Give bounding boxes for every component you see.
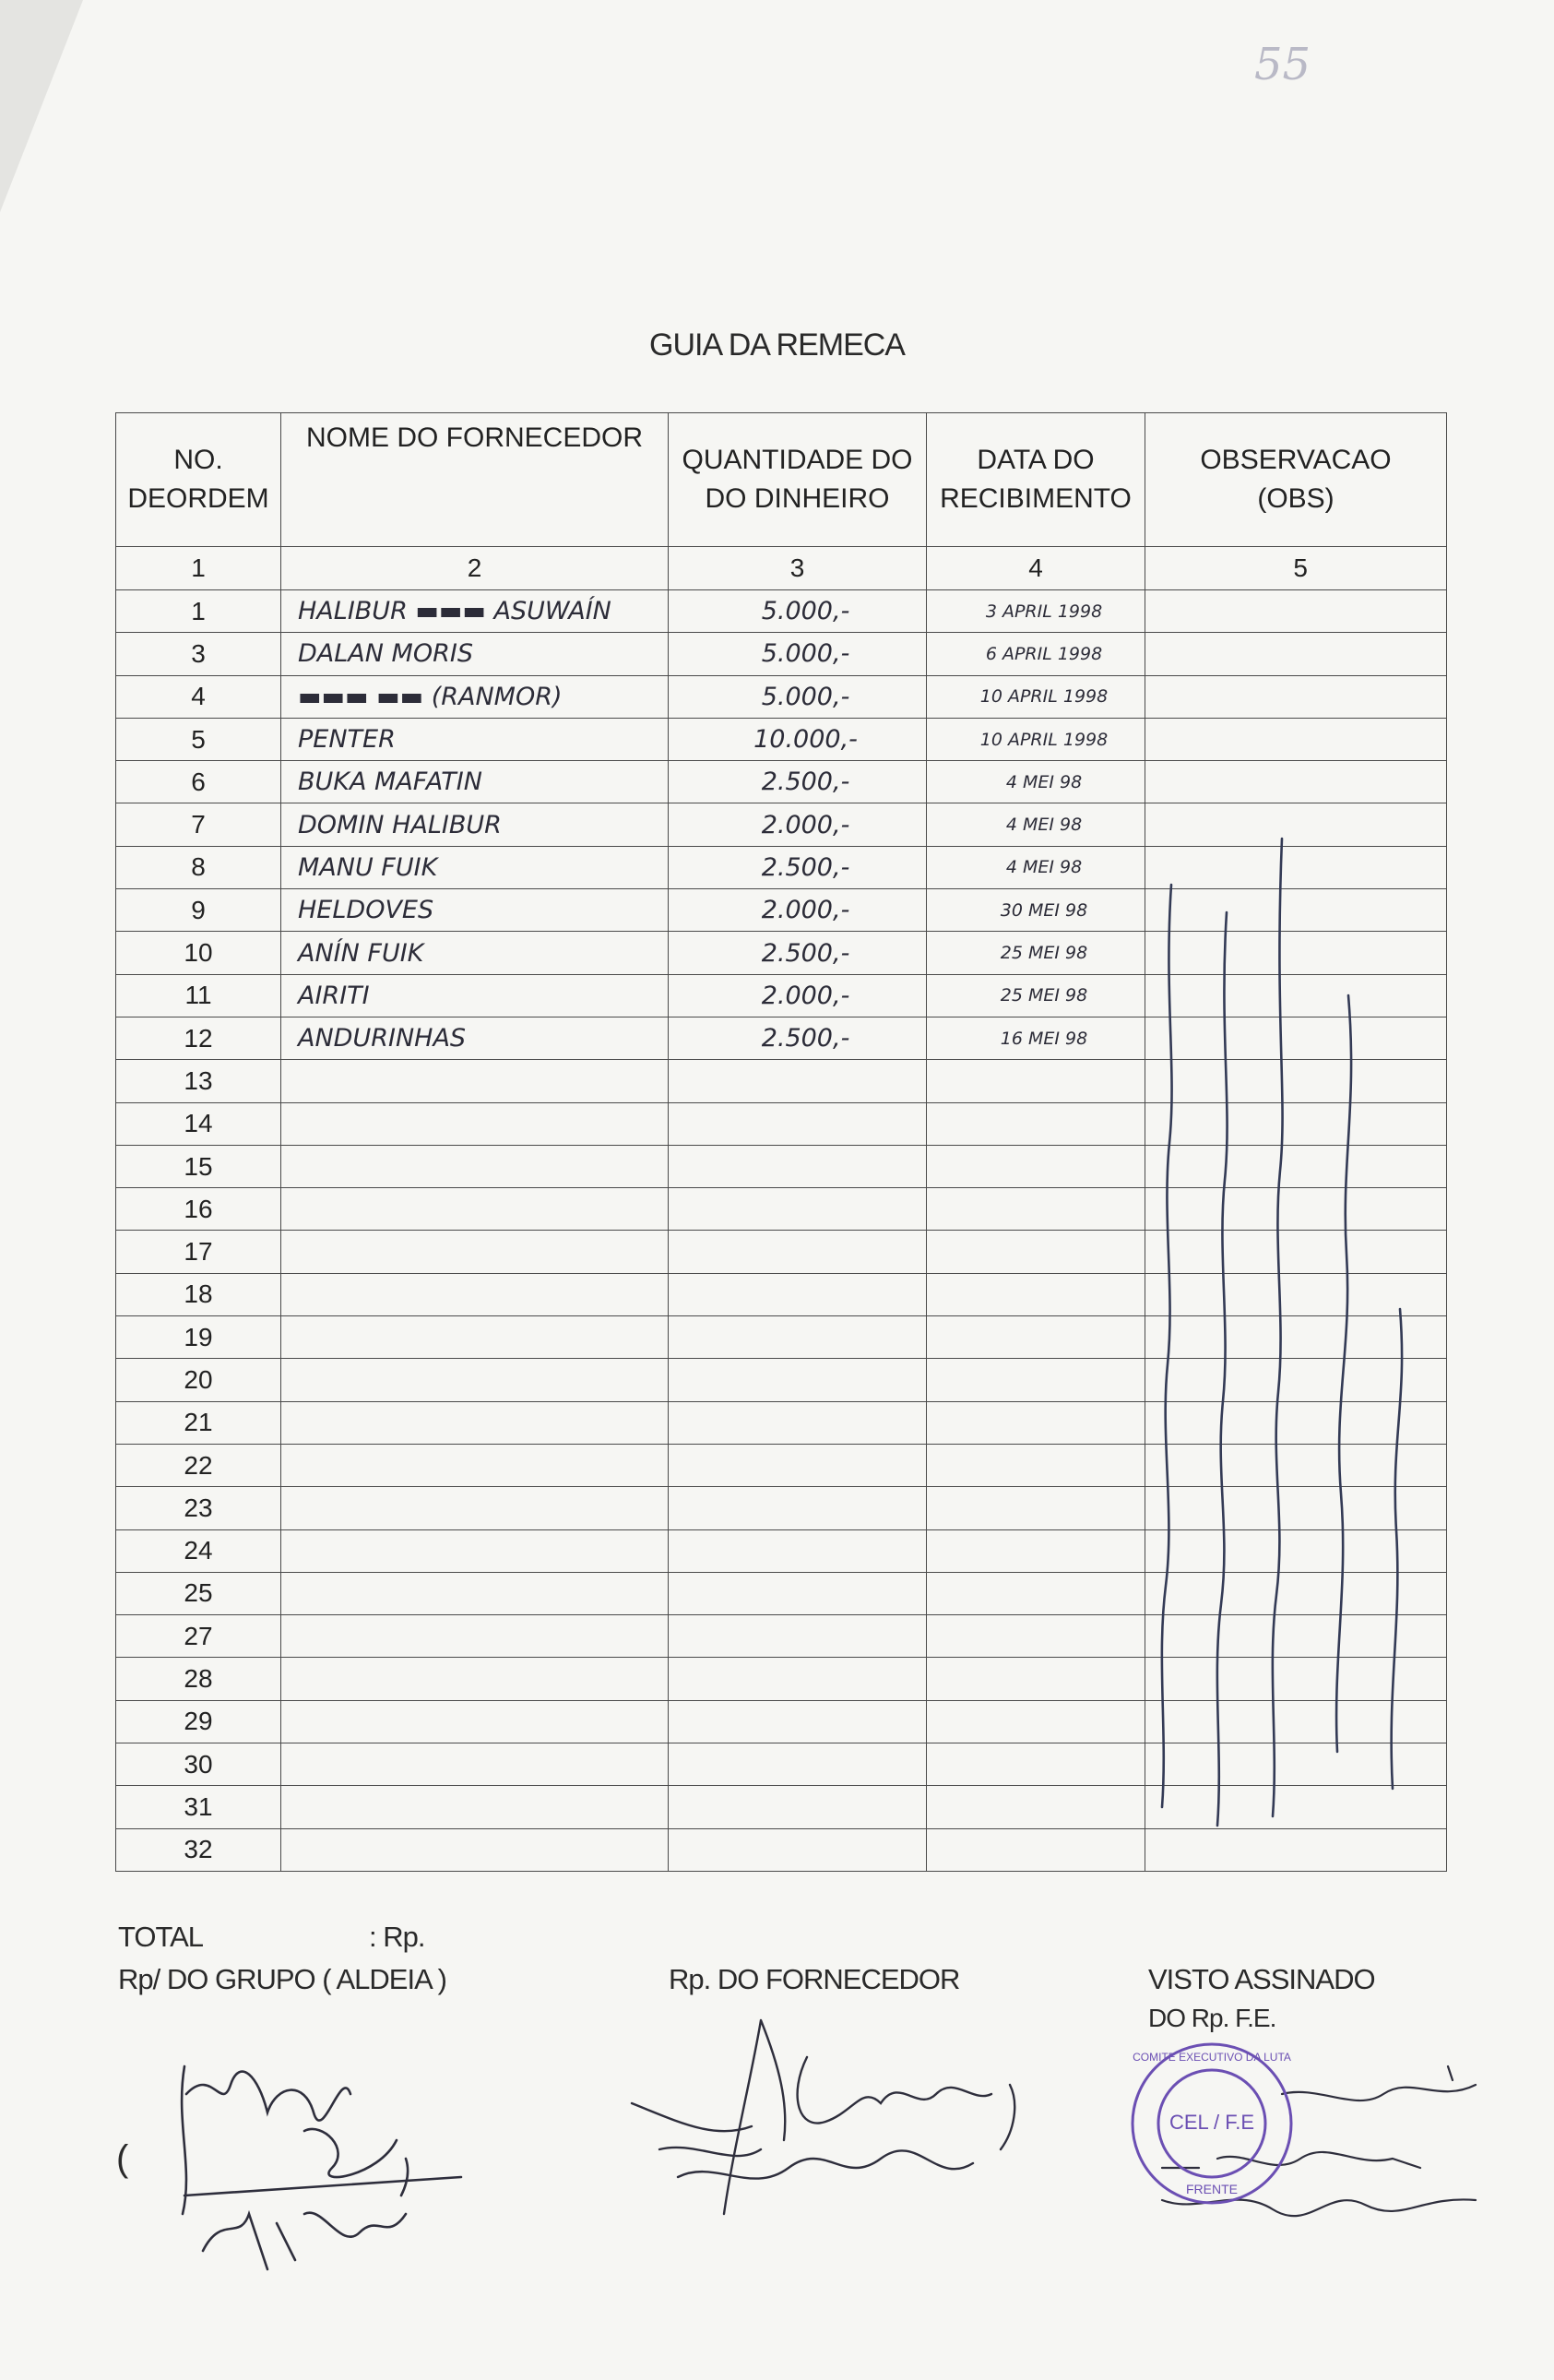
row-number: 28 bbox=[116, 1658, 281, 1700]
supplier-name: HALIBUR ▬▬▬ ASUWAÍN bbox=[281, 590, 669, 633]
row-number: 13 bbox=[116, 1060, 281, 1102]
receipt-date: 10 APRIL 1998 bbox=[927, 718, 1145, 760]
amount bbox=[669, 1658, 927, 1700]
group-signature-label: Rp/ DO GRUPO ( ALDEIA ) bbox=[118, 1963, 446, 1995]
row-number: 18 bbox=[116, 1273, 281, 1315]
row-number: 7 bbox=[116, 803, 281, 846]
amount bbox=[669, 1786, 927, 1828]
receipt-date: 4 MEI 98 bbox=[927, 761, 1145, 803]
supplier-name bbox=[281, 1401, 669, 1444]
row-number: 25 bbox=[116, 1572, 281, 1614]
document-title: GUIA DA REMECA bbox=[649, 327, 905, 363]
receipt-date: 10 APRIL 1998 bbox=[927, 675, 1145, 718]
amount bbox=[669, 1529, 927, 1572]
supplier-name: BUKA MAFATIN bbox=[281, 761, 669, 803]
row-number: 29 bbox=[116, 1700, 281, 1743]
observation bbox=[1145, 675, 1447, 718]
receipt-date: 3 APRIL 1998 bbox=[927, 590, 1145, 633]
row-number: 10 bbox=[116, 932, 281, 974]
amount bbox=[669, 1487, 927, 1529]
supplier-name bbox=[281, 1529, 669, 1572]
supplier-name bbox=[281, 1828, 669, 1871]
stamp-center-text: CEL / F.E bbox=[1168, 2111, 1255, 2134]
supplier-name bbox=[281, 1444, 669, 1486]
row-number: 17 bbox=[116, 1231, 281, 1273]
header-receipt-date: DATA DO RECIBIMENTO bbox=[927, 413, 1145, 547]
supplier-name bbox=[281, 1700, 669, 1743]
table-row bbox=[116, 590, 1447, 633]
amount: 2.500,- bbox=[669, 1017, 927, 1059]
supplier-name: ANDURINHAS bbox=[281, 1017, 669, 1059]
row-number: 32 bbox=[116, 1828, 281, 1871]
observation bbox=[1145, 633, 1447, 675]
receipt-date: 25 MEI 98 bbox=[927, 932, 1145, 974]
supplier-name: PENTER bbox=[281, 718, 669, 760]
row-number: 11 bbox=[116, 974, 281, 1017]
stamp-ring-text: COMITE EXECUTIVO DA LUTA bbox=[1133, 2051, 1291, 2064]
column-number: 5 bbox=[1145, 547, 1447, 590]
supplier-name bbox=[281, 1102, 669, 1145]
receipt-date bbox=[927, 1145, 1145, 1187]
amount: 2.500,- bbox=[669, 932, 927, 974]
supplier-name bbox=[281, 1359, 669, 1401]
row-number: 30 bbox=[116, 1743, 281, 1786]
supplier-signature bbox=[623, 2002, 1065, 2242]
table-row bbox=[116, 675, 1447, 718]
receipt-date bbox=[927, 1102, 1145, 1145]
row-number: 16 bbox=[116, 1188, 281, 1231]
row-number: 14 bbox=[116, 1102, 281, 1145]
row-number: 23 bbox=[116, 1487, 281, 1529]
page-number: 55 bbox=[1254, 39, 1311, 90]
amount: 5.000,- bbox=[669, 675, 927, 718]
row-number: 4 bbox=[116, 675, 281, 718]
total-label: TOTAL bbox=[118, 1921, 204, 1953]
column-number-row bbox=[116, 547, 1447, 590]
amount bbox=[669, 1359, 927, 1401]
observation bbox=[1145, 718, 1447, 760]
receipt-date bbox=[927, 1316, 1145, 1359]
row-number: 9 bbox=[116, 889, 281, 932]
amount bbox=[669, 1145, 927, 1187]
receipt-date bbox=[927, 1060, 1145, 1102]
amount: 2.000,- bbox=[669, 803, 927, 846]
receipt-date: 4 MEI 98 bbox=[927, 803, 1145, 846]
table-row bbox=[116, 718, 1447, 760]
supplier-name bbox=[281, 1615, 669, 1658]
receipt-date bbox=[927, 1743, 1145, 1786]
row-number: 21 bbox=[116, 1401, 281, 1444]
visto-label: VISTO ASSINADO bbox=[1148, 1963, 1375, 1995]
supplier-name bbox=[281, 1273, 669, 1315]
amount bbox=[669, 1188, 927, 1231]
receipt-date bbox=[927, 1572, 1145, 1614]
supplier-name: HELDOVES bbox=[281, 889, 669, 932]
column-number: 4 bbox=[927, 547, 1145, 590]
supplier-name: ANÍN FUIK bbox=[281, 932, 669, 974]
supplier-name bbox=[281, 1060, 669, 1102]
amount: 5.000,- bbox=[669, 590, 927, 633]
amount bbox=[669, 1700, 927, 1743]
column-number: 2 bbox=[281, 547, 669, 590]
supplier-name: MANU FUIK bbox=[281, 846, 669, 888]
receipt-date bbox=[927, 1273, 1145, 1315]
header-amount: QUANTIDADE DO DO DINHEIRO bbox=[669, 413, 927, 547]
amount bbox=[669, 1572, 927, 1614]
receipt-date: 6 APRIL 1998 bbox=[927, 633, 1145, 675]
row-number: 3 bbox=[116, 633, 281, 675]
supplier-name bbox=[281, 1743, 669, 1786]
receipt-date bbox=[927, 1658, 1145, 1700]
header-order-number: NO. DEORDEM bbox=[116, 413, 281, 547]
header-observation: OBSERVACAO (OBS) bbox=[1145, 413, 1447, 547]
supplier-name: DOMIN HALIBUR bbox=[281, 803, 669, 846]
supplier-signature-label: Rp. DO FORNECEDOR bbox=[669, 1963, 960, 1995]
receipt-date: 30 MEI 98 bbox=[927, 889, 1145, 932]
table-row bbox=[116, 633, 1447, 675]
receipt-date bbox=[927, 1487, 1145, 1529]
row-number: 6 bbox=[116, 761, 281, 803]
receipt-date bbox=[927, 1359, 1145, 1401]
receipt-date bbox=[927, 1615, 1145, 1658]
supplier-name bbox=[281, 1658, 669, 1700]
receipt-date bbox=[927, 1828, 1145, 1871]
receipt-date bbox=[927, 1444, 1145, 1486]
amount: 10.000,- bbox=[669, 718, 927, 760]
supplier-name: DALAN MORIS bbox=[281, 633, 669, 675]
row-number: 8 bbox=[116, 846, 281, 888]
official-stamp bbox=[1127, 2039, 1298, 2209]
receipt-date: 25 MEI 98 bbox=[927, 974, 1145, 1017]
supplier-name bbox=[281, 1145, 669, 1187]
amount: 5.000,- bbox=[669, 633, 927, 675]
row-number: 15 bbox=[116, 1145, 281, 1187]
row-number: 27 bbox=[116, 1615, 281, 1658]
observation bbox=[1145, 761, 1447, 803]
column-number: 1 bbox=[116, 547, 281, 590]
receipt-date bbox=[927, 1700, 1145, 1743]
supplier-name bbox=[281, 1487, 669, 1529]
row-number: 1 bbox=[116, 590, 281, 633]
folded-corner bbox=[0, 0, 83, 212]
open-paren: ( bbox=[116, 2138, 128, 2179]
receipt-date bbox=[927, 1786, 1145, 1828]
receipt-date bbox=[927, 1401, 1145, 1444]
amount bbox=[669, 1273, 927, 1315]
group-signature bbox=[166, 2029, 480, 2288]
amount bbox=[669, 1102, 927, 1145]
amount bbox=[669, 1615, 927, 1658]
table-row bbox=[116, 761, 1447, 803]
row-number: 20 bbox=[116, 1359, 281, 1401]
amount bbox=[669, 1231, 927, 1273]
total-rp-label: : Rp. bbox=[369, 1921, 425, 1953]
supplier-name bbox=[281, 1316, 669, 1359]
row-number: 12 bbox=[116, 1017, 281, 1059]
observation bbox=[1145, 590, 1447, 633]
amount bbox=[669, 1743, 927, 1786]
supplier-name bbox=[281, 1231, 669, 1273]
supplier-name bbox=[281, 1188, 669, 1231]
receipt-date: 4 MEI 98 bbox=[927, 846, 1145, 888]
receipt-date bbox=[927, 1188, 1145, 1231]
column-number: 3 bbox=[669, 547, 927, 590]
visto-sub-label: DO Rp. F.E. bbox=[1148, 2004, 1276, 2032]
row-number: 24 bbox=[116, 1529, 281, 1572]
row-number: 5 bbox=[116, 718, 281, 760]
amount: 2.000,- bbox=[669, 889, 927, 932]
amount bbox=[669, 1401, 927, 1444]
receipt-date bbox=[927, 1529, 1145, 1572]
supplier-name bbox=[281, 1786, 669, 1828]
row-number: 31 bbox=[116, 1786, 281, 1828]
amount: 2.500,- bbox=[669, 761, 927, 803]
receipt-date bbox=[927, 1231, 1145, 1273]
header-supplier-name: NOME DO FORNECEDOR bbox=[281, 413, 669, 547]
supplier-name bbox=[281, 1572, 669, 1614]
amount: 2.500,- bbox=[669, 846, 927, 888]
supplier-name: AIRITI bbox=[281, 974, 669, 1017]
amount bbox=[669, 1060, 927, 1102]
receipt-date: 16 MEI 98 bbox=[927, 1017, 1145, 1059]
supplier-name: ▬▬▬ ▬▬ (RANMOR) bbox=[281, 675, 669, 718]
row-number: 22 bbox=[116, 1444, 281, 1486]
amount: 2.000,- bbox=[669, 974, 927, 1017]
amount bbox=[669, 1316, 927, 1359]
amount bbox=[669, 1444, 927, 1486]
stamp-bottom-text: FRENTE bbox=[1186, 2182, 1238, 2196]
row-number: 19 bbox=[116, 1316, 281, 1359]
amount bbox=[669, 1828, 927, 1871]
